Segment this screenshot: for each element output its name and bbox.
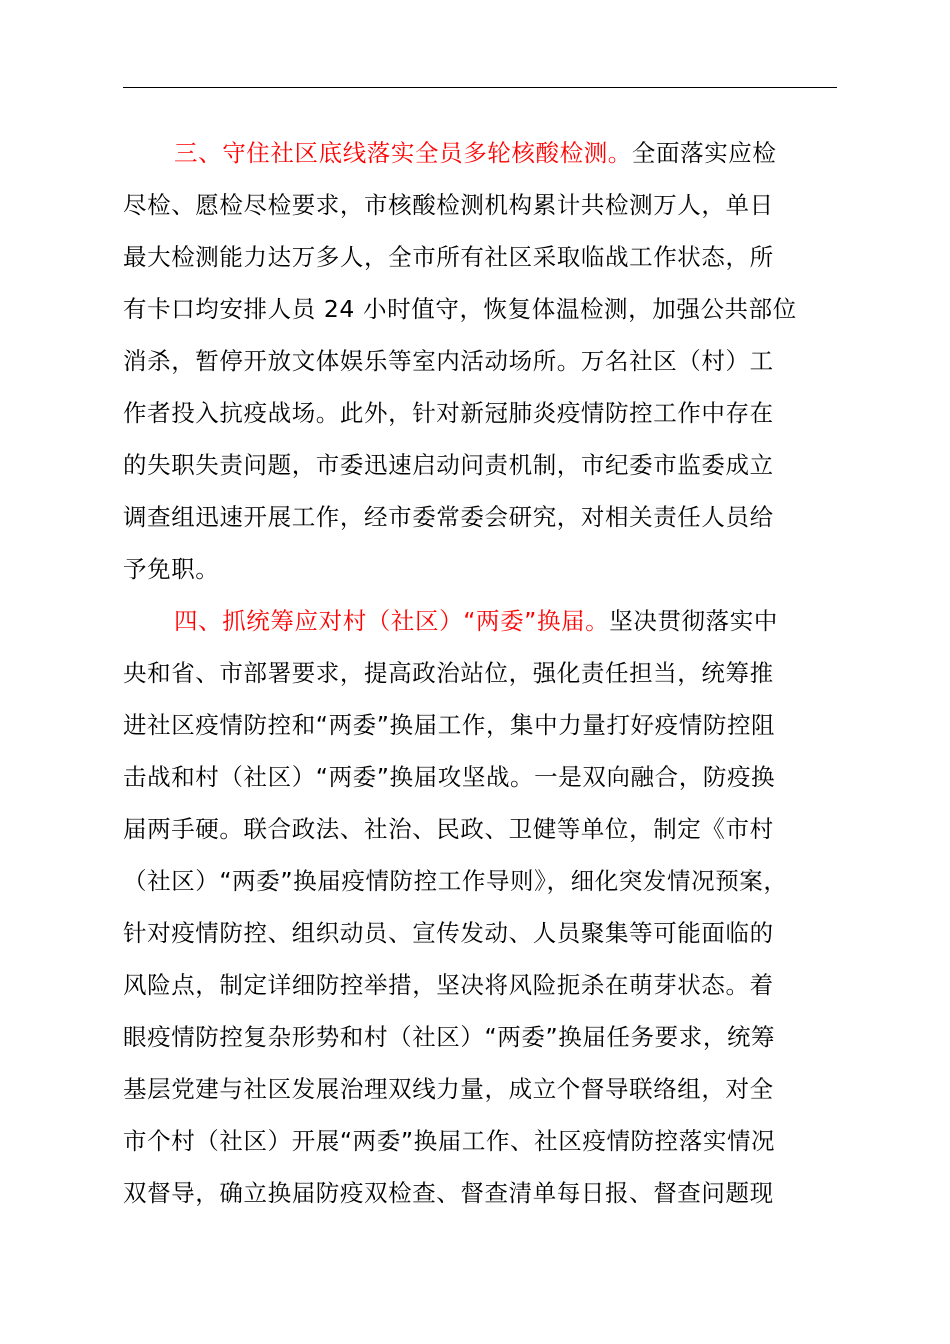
section3-heading-tail: 全面落实应检 bbox=[631, 139, 777, 167]
section4-line: 击战和村（社区）“两委”换届攻坚战。一是双向融合，防疫换 bbox=[123, 763, 776, 791]
section3-line: 消杀，暂停开放文体娱乐等室内活动场所。万名社区（村）工 bbox=[123, 347, 774, 375]
section4-line: （社区）“两委”换届疫情防控工作导则》，细化突发情况预案， bbox=[123, 867, 788, 895]
section4-line: 针对疫情防控、组织动员、宣传发动、人员聚集等可能面临的 bbox=[123, 919, 774, 947]
section4-line: 眼疫情防控复杂形势和村（社区）“两委”换届任务要求，统筹 bbox=[123, 1023, 776, 1051]
section3-line: 予免职。 bbox=[123, 555, 220, 583]
section4-line: 届两手硬。联合政法、社治、民政、卫健等单位，制定《市村 bbox=[123, 815, 774, 843]
section4-heading: 四、抓统筹应对村（社区）“两委”换届。 bbox=[174, 607, 610, 635]
section4-line: 市个村（社区）开展“两委”换届工作、社区疫情防控落实情况 bbox=[123, 1127, 776, 1155]
section4-line: 基层党建与社区发展治理双线力量，成立个督导联络组，对全 bbox=[123, 1075, 774, 1103]
header-rule bbox=[123, 87, 837, 88]
section3-heading: 三、守住社区底线落实全员多轮核酸检测。 bbox=[174, 139, 632, 167]
section4-line: 双督导，确立换届防疫双检查、督查清单每日报、督查问题现 bbox=[123, 1179, 774, 1207]
section3-line: 作者投入抗疫战场。此外，针对新冠肺炎疫情防控工作中存在 bbox=[123, 399, 774, 427]
section4-first-line bbox=[174, 595, 894, 647]
section3-line: 的失职失责问题，市委迅速启动问责机制，市纪委市监委成立 bbox=[123, 451, 774, 479]
section4-line: 央和省、市部署要求，提高政治站位，强化责任担当，统筹推 bbox=[123, 659, 774, 687]
section3-first-line bbox=[174, 127, 894, 179]
section4-line: 风险点，制定详细防控举措，坚决将风险扼杀在萌芽状态。着 bbox=[123, 971, 774, 999]
section4-line: 进社区疫情防控和“两委”换届工作，集中力量打好疫情防控阻 bbox=[123, 711, 776, 739]
section3-line: 最大检测能力达万多人，全市所有社区采取临战工作状态，所 bbox=[123, 243, 774, 271]
section3-line: 尽检、愿检尽检要求，市核酸检测机构累计共检测万人，单日 bbox=[123, 191, 774, 219]
section3-line: 有卡口均安排人员 24 小时值守，恢复体温检测，加强公共部位 bbox=[123, 295, 797, 323]
section3-line: 调查组迅速开展工作，经市委常委会研究，对相关责任人员给 bbox=[123, 503, 774, 531]
section4-heading-tail: 坚决贯彻落实中 bbox=[609, 607, 778, 635]
